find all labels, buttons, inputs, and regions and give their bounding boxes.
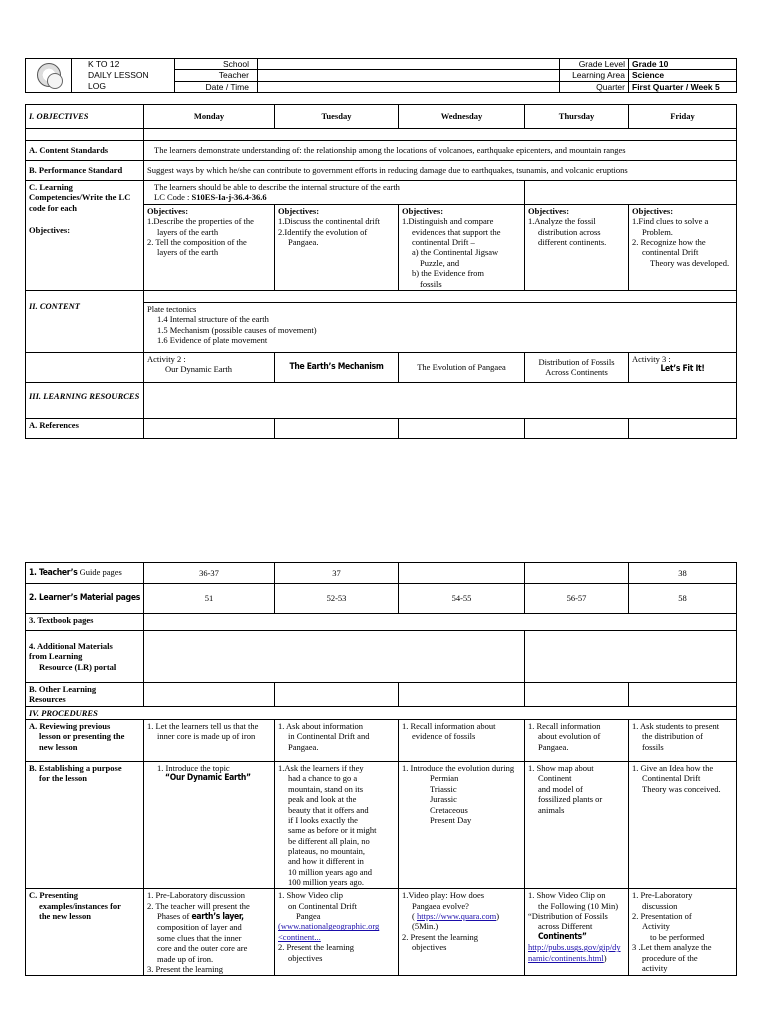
quarter-value[interactable]: First Quarter / Week 5 xyxy=(629,81,737,92)
nationalgeographic-link[interactable]: (www.nationalgeographic.org xyxy=(278,921,380,932)
teacher-label: Teacher xyxy=(175,70,258,81)
objectives-table xyxy=(25,104,737,439)
textbook-label: 3. Textbook pages xyxy=(26,614,144,631)
usgs-link-cont[interactable]: namic/continents.html xyxy=(528,952,604,963)
continent-link[interactable]: <continent... xyxy=(278,931,321,942)
presenting-label: C. Presenting examples/instances for the new lesson xyxy=(26,889,144,976)
reviewing-label: A. Reviewing previous lesson or presenting the new lesson xyxy=(26,720,144,762)
blank-cell xyxy=(144,683,275,707)
blank-cell xyxy=(629,683,737,707)
tg-friday: 38 xyxy=(629,563,737,584)
competencies-text xyxy=(144,181,525,205)
lm-tuesday: 52-53 xyxy=(275,584,399,614)
date-time-label: Date / Time xyxy=(175,81,258,92)
objectives-thursday: Objectives: 1.Analyze the fossil distribution across different continents. xyxy=(525,205,629,291)
dll-title-line-1: K TO 12 xyxy=(88,59,120,69)
lc-code: S10ES-Ia-j-36.4-36.6 xyxy=(191,192,267,203)
reviewing-monday: 1. Let the learners tell us that the inner core is made up of iron xyxy=(144,720,275,762)
day-friday: Friday xyxy=(629,105,737,129)
lm-wednesday: 54-55 xyxy=(399,584,525,614)
resources-procedures-table xyxy=(25,562,737,976)
lm-friday: 58 xyxy=(629,584,737,614)
reviewing-tuesday: 1. Ask about information in Continental Drift and Pangaea. xyxy=(275,720,399,762)
lc-code-prefix: LC Code : xyxy=(154,192,192,203)
presenting-monday: 1. Pre-Laboratory discussion 2. The teacher will present the Phases of earth’s layer, composition of layer and some clues that the inner core and the outer core are made up of iron. 3. Present the learning xyxy=(144,889,275,976)
blank-cell xyxy=(629,418,737,438)
references-label: A. References xyxy=(26,418,144,438)
blank-cell xyxy=(525,418,629,438)
purpose-wednesday: 1. Introduce the evolution during Permian Triassic Jurassic Cretaceous Present Day xyxy=(399,762,525,889)
activity-monday: Activity 2 : Our Dynamic Earth xyxy=(144,352,275,382)
day-monday: Monday xyxy=(144,105,275,129)
school-label: School xyxy=(175,59,258,70)
additional-materials-label: 4. Additional Materials from Learning Resource (LR) portal xyxy=(26,631,144,683)
blank-cell xyxy=(26,352,144,382)
blank-cell xyxy=(144,614,737,631)
objectives-wednesday: Objectives: 1.Distinguish and compare evidences that support the continental Drift – a) the Continental Jigsaw Puzzle, and b) the Evidence from fossils xyxy=(399,205,525,291)
dll-title xyxy=(72,59,175,93)
purpose-tuesday: 1.Ask the learners if they had a chance to go a mountain, stand on its peak and look at the beauty that it offers and if I looks exactly the same as before or it might be different all plain, no plateaus, no mountain, and how it different in 10 million years ago and 100 million years ago. xyxy=(275,762,399,889)
reviewing-friday: 1. Ask students to present the distribution of fossils xyxy=(629,720,737,762)
blank-cell xyxy=(144,290,737,302)
presenting-thursday: 1. Show Video Clip on the Following (10 Min) “Distribution of Fossils across Different Continents” http://pubs.usgs.gov/gip/dy namic/continents.html) xyxy=(525,889,629,976)
lm-thursday: 56-57 xyxy=(525,584,629,614)
content-topic: Plate tectonics 1.4 Internal structure of the earth 1.5 Mechanism (possible causes of movement) 1.6 Evidence of plate movement xyxy=(144,302,737,352)
blank-cell xyxy=(525,631,737,683)
content-standards-label: A. Content Standards xyxy=(26,141,144,161)
usgs-link[interactable]: http://pubs.usgs.gov/gip/dy xyxy=(528,942,621,953)
school-value[interactable] xyxy=(258,59,560,70)
deped-seal-logo xyxy=(37,63,61,87)
performance-standard-label: B. Performance Standard xyxy=(26,161,144,181)
blank-cell xyxy=(144,129,737,141)
purpose-friday: 1. Give an Idea how the Continental Drift Theory was conceived. xyxy=(629,762,737,889)
activity-wednesday: The Evolution of Pangaea xyxy=(399,352,525,382)
competencies-cell xyxy=(26,181,144,291)
reviewing-thursday: 1. Recall information about evolution of Pangaea. xyxy=(525,720,629,762)
objectives-heading: I. OBJECTIVES xyxy=(26,105,144,129)
day-wednesday: Wednesday xyxy=(399,105,525,129)
blank-cell xyxy=(144,382,737,418)
tg-monday: 36-37 xyxy=(144,563,275,584)
presenting-friday: 1. Pre-Laboratory discussion 2. Presentation of Activity to be performed 3 .Let them analyze the procedure of the activity xyxy=(629,889,737,976)
blank-cell xyxy=(525,683,629,707)
dll-title-line-3: LOG xyxy=(88,81,106,91)
learning-area-label: Learning Area xyxy=(560,70,629,81)
blank-cell xyxy=(26,129,144,141)
teacher-value[interactable] xyxy=(258,70,560,81)
blank-cell xyxy=(144,418,275,438)
blank-cell xyxy=(399,418,525,438)
learners-material-label: 2. Learner’s Material pages xyxy=(26,584,144,614)
blank-cell xyxy=(275,418,399,438)
blank-cell xyxy=(275,683,399,707)
blank-cell xyxy=(144,631,525,683)
quarter-label: Quarter xyxy=(560,81,629,92)
objectives-monday: Objectives: 1.Describe the properties of the layers of the earth 2. Tell the composition of the layers of the earth xyxy=(144,205,275,291)
blank-cell xyxy=(525,181,737,205)
presenting-wednesday: 1.Video play: How does Pangaea evolve? ( https://www.quara.com) (5Min.) 2. Present the learning objectives xyxy=(399,889,525,976)
activity-friday: Activity 3 : Let’s Fit It! xyxy=(629,352,737,382)
content-standards-text: The learners demonstrate understanding of: the relationship among the locations of volcanoes, earthquake epicenters, and mountain ranges xyxy=(144,141,737,161)
day-tuesday: Tuesday xyxy=(275,105,399,129)
purpose-label: B. Establishing a purpose for the lesson xyxy=(26,762,144,889)
activity-thursday: Distribution of Fossils Across Continents xyxy=(525,352,629,382)
purpose-thursday: 1. Show map about Continent and model of fossilized plants or animals xyxy=(525,762,629,889)
presenting-tuesday: 1. Show Video clip on Continental Drift Pangea (www.nationalgeographic.org <continent... 2. Present the learning objectives xyxy=(275,889,399,976)
procedures-heading: IV. PROCEDURES xyxy=(26,706,737,719)
activity-tuesday: The Earth’s Mechanism xyxy=(275,352,399,382)
tg-wednesday xyxy=(399,563,525,584)
grade-level-label: Grade Level xyxy=(560,59,629,70)
lm-monday: 51 xyxy=(144,584,275,614)
teachers-guide-label: 1. Teacher’s Guide pages xyxy=(26,563,144,584)
other-resources-label: B. Other Learning Resources xyxy=(26,683,144,707)
dll-title-line-2: DAILY LESSON xyxy=(88,70,149,80)
objectives-friday: Objectives: 1.Find clues to solve a Problem. 2. Recognize how the continental Drift Theory was developed. xyxy=(629,205,737,291)
learning-resources-heading: III. LEARNING RESOURCES xyxy=(26,382,144,418)
reviewing-wednesday: 1. Recall information about evidence of fossils xyxy=(399,720,525,762)
competencies-label: C. Learning Competencies/Write the LC code for each xyxy=(29,182,131,213)
blank-cell xyxy=(399,683,525,707)
performance-standard-text: Suggest ways by which he/she can contribute to government efforts in reducing damage due to earthquakes, tsunamis, and volcanic eruptions xyxy=(144,161,737,181)
deped-seal-cell xyxy=(26,59,72,93)
tg-thursday xyxy=(525,563,629,584)
quara-link[interactable]: https://www.quara.com xyxy=(416,911,497,922)
content-heading: II. CONTENT xyxy=(26,290,144,352)
purpose-monday: 1. Introduce the topic “Our Dynamic Earth” xyxy=(144,762,275,889)
tg-tuesday: 37 xyxy=(275,563,399,584)
competencies-description: The learners should be able to describe the internal structure of the earth xyxy=(154,182,400,192)
header-table xyxy=(25,58,737,93)
objectives-side-label: Objectives: xyxy=(29,225,71,235)
objectives-tuesday: Objectives: 1.Discuss the continental drift 2.Identify the evolution of Pangaea. xyxy=(275,205,399,291)
day-thursday: Thursday xyxy=(525,105,629,129)
learning-area-value[interactable]: Science xyxy=(629,70,737,81)
date-time-value[interactable] xyxy=(258,81,560,92)
grade-level-value[interactable]: Grade 10 xyxy=(629,59,737,70)
